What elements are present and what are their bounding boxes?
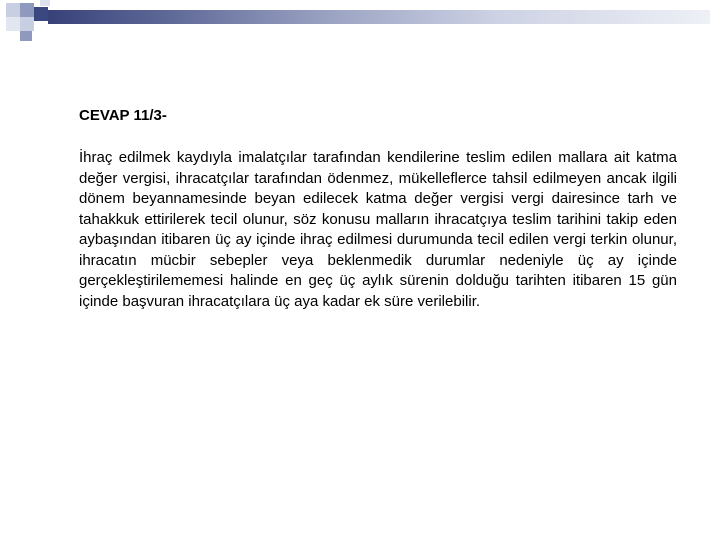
- slide-body-text: İhraç edilmek kaydıyla imalatçılar tarafından kendilerine teslim edilen mallara ait katma değer vergisi, ihracatçılar tarafından ödenmez, mükelleflerce tahsil edilmeyen ancak ilgili dönem beyannamesinde beyan edilecek katma değer vergisi vergi dairesince tarh ve tahakkuk ettirilerek tecil olunur, söz konusu malların ihracatçıya teslim tarihini takip eden aybaşından itibaren üç ay içinde ihraç edilmesi durumunda tecil edilen vergi terkin olunur, ihracatın mücbir sebepler veya beklenmedik durumlar nedeniyle üç ay içinde gerçekleştirilememesi halinde en geç üç aylık sürenin dolduğu tarihten itibaren 15 gün içinde başvuran ihracatçılara üç aya kadar ek süre verilebilir.: [79, 149, 677, 310]
- deco-square: [20, 31, 32, 41]
- deco-square: [6, 3, 20, 17]
- deco-square: [34, 7, 48, 21]
- slide-title: CEVAP 11/3-: [79, 107, 167, 124]
- slide-content: [79, 106, 677, 312]
- deco-square: [40, 0, 50, 6]
- deco-square: [20, 3, 34, 17]
- deco-square: [20, 17, 34, 31]
- header-gradient-bar: [48, 10, 710, 24]
- deco-square: [6, 17, 20, 31]
